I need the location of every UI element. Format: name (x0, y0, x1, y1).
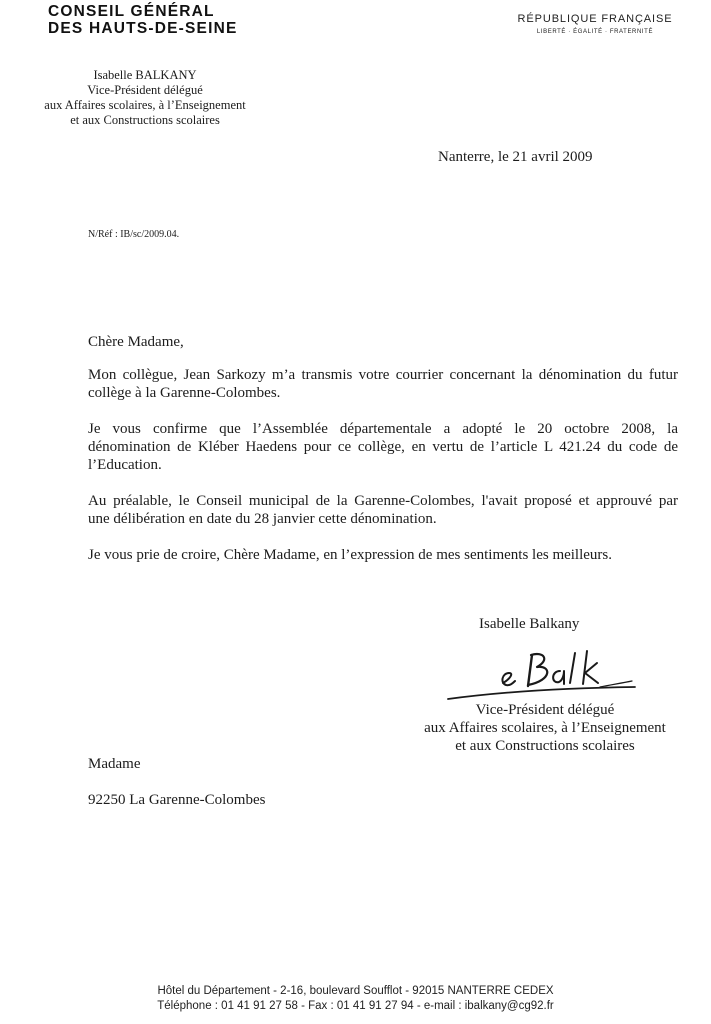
org-name-line2: DES HAUTS-DE-SEINE (48, 20, 238, 37)
footer (0, 984, 711, 1014)
footer-contact: Téléphone : 01 41 91 27 58 - Fax : 01 41 91 27 94 - e-mail : ibalkany@cg92.fr (157, 1000, 554, 1012)
signature-drawing (440, 643, 640, 705)
paragraph-1 (88, 366, 678, 402)
footer-address: Hôtel du Département - 2-16, boulevard Soufflot - 92015 NANTERRE CEDEX (157, 985, 554, 997)
sender-title-line3: et aux Constructions scolaires (70, 113, 220, 127)
org-name-line1: CONSEIL GÉNÉRAL (48, 3, 215, 20)
sender-block (0, 68, 290, 128)
closing-line: Je vous prie de croire, Chère Madame, en l’expression de mes sentiments les meilleurs. (88, 547, 613, 563)
recipient-name: Madame (88, 756, 141, 772)
sender-title-line2: aux Affaires scolaires, à l’Enseignement (44, 98, 246, 112)
handwritten-signature (440, 643, 640, 710)
signer-title-line2: aux Affaires scolaires, à l’Enseignement (424, 720, 666, 736)
salutation: Chère Madame, (88, 334, 184, 350)
organization-name (48, 3, 238, 37)
paragraph-3-line2: une délibération en date du 28 janvier cette dénomination. (88, 511, 437, 527)
date-line: Nanterre, le 21 avril 2009 (438, 149, 593, 165)
paragraph-3-line1: Au préalable, le Conseil municipal de la Garenne-Colombes, l'avait proposé et approuvé par (88, 493, 678, 509)
paragraph-2-line3: l’Education. (88, 457, 162, 473)
signer-name: Isabelle Balkany (479, 616, 580, 632)
reference-line: N/Réf : IB/sc/2009.04. (88, 229, 180, 240)
republic-header (515, 13, 675, 35)
signer-title-line1: Vice-Président délégué (475, 702, 615, 718)
signer-title-line3: et aux Constructions scolaires (455, 738, 635, 754)
sender-title-line1: Vice-Président délégué (87, 83, 203, 97)
paragraph-2 (88, 420, 678, 474)
paragraph-1-line2: collège à la Garenne-Colombes. (88, 385, 281, 401)
paragraph-2-line2: dénomination de Kléber Haedens pour ce collège, en vertu de l’article L 421.24 du code de (88, 439, 678, 455)
paragraph-1-line1: Mon collègue, Jean Sarkozy m’a transmis votre courrier concernant la dénomination du futur (88, 367, 678, 383)
paragraph-2-line1: Je vous confirme que l’Assemblée départementale a adopté le 20 octobre 2008, la (88, 421, 678, 437)
republic-motto: LIBERTÉ · ÉGALITÉ · FRATERNITÉ (536, 29, 654, 35)
signer-title (400, 701, 690, 755)
sender-name: Isabelle BALKANY (93, 68, 197, 82)
closing-paragraph (88, 546, 678, 564)
paragraph-3 (88, 492, 678, 528)
recipient-city: 92250 La Garenne-Colombes (88, 792, 266, 808)
republic-title: RÉPUBLIQUE FRANÇAISE (517, 13, 673, 25)
